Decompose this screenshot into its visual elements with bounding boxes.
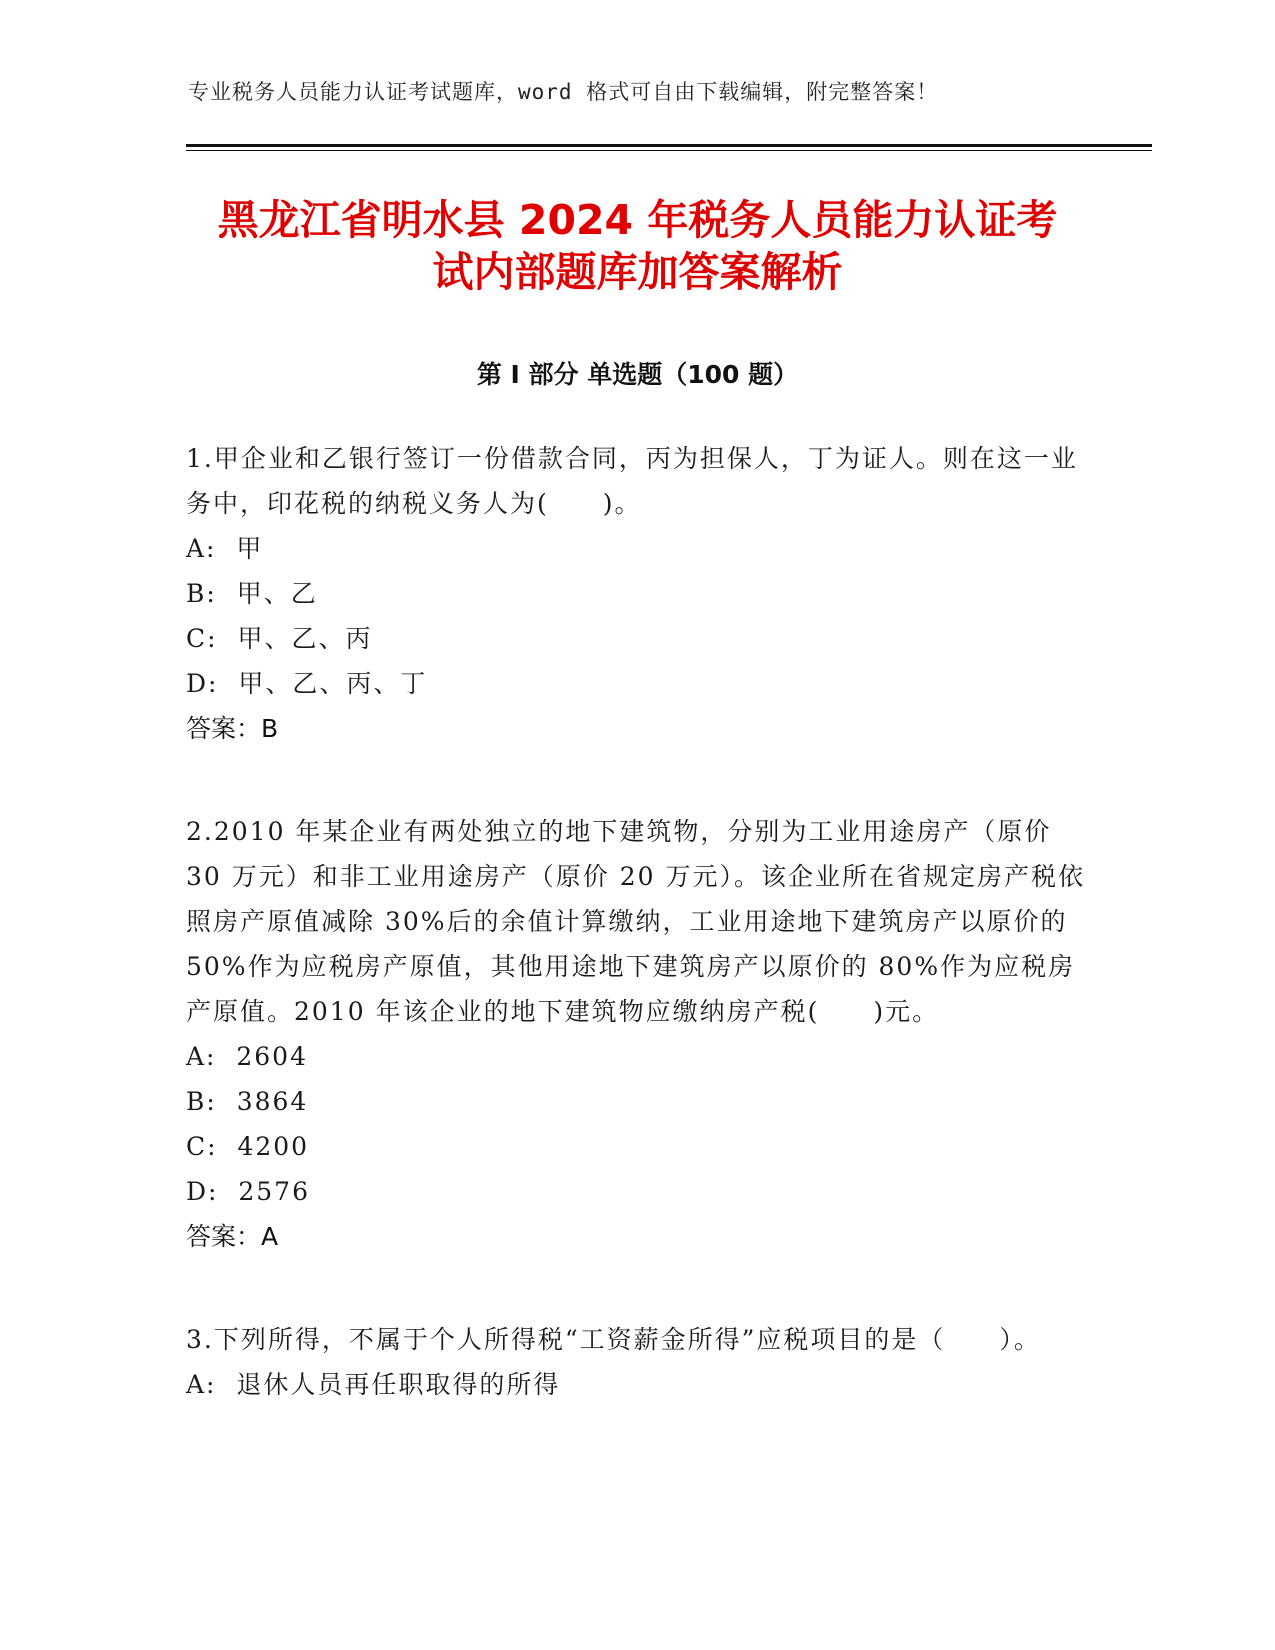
option-a: A: 2604 [186, 1042, 308, 1071]
answer-line: 答案：A [186, 1222, 279, 1251]
header-rule-thick [186, 144, 1152, 147]
document-title-line-2: 试内部题库加答案解析 [432, 248, 843, 296]
section-heading: 第 I 部分 单选题（100 题） [476, 360, 799, 389]
document-title [150, 194, 1125, 298]
option-c: C: 4200 [186, 1132, 310, 1161]
option-d: D: 甲、乙、丙、丁 [186, 669, 428, 698]
question-stem: 3.下列所得，不属于个人所得税“工资薪金所得”应税项目的是（ ）。 [186, 1325, 1041, 1354]
document-title-line-1: 黑龙江省明水县 2024 年税务人员能力认证考 [217, 196, 1058, 244]
option-b: B: 3864 [186, 1087, 309, 1116]
question-list [186, 436, 1086, 1465]
answer-line: 答案：B [186, 714, 279, 743]
question-2 [186, 809, 1086, 1259]
header-rule-thin [186, 150, 1152, 151]
option-b: B: 甲、乙 [186, 579, 318, 608]
question-1 [186, 436, 1086, 751]
question-stem: 2.2010 年某企业有两处独立的地下建筑物，分别为工业用途房产（原价 30 万元）和非工业用途房产（原价 20 万元）。该企业所在省规定房产税依照房产原值减除 30%后的余值计算缴纳，工业用途地下建筑房产以原价的 50%作为应税房产原值，其他用途地下建筑房产以原价的 80%作为应税房产原值。2010 年该企业的地下建筑物应缴纳房产税( )元。 [186, 817, 1085, 1026]
question-3 [186, 1317, 1086, 1407]
header-note: 专业税务人员能力认证考试题库，word 格式可自由下载编辑，附完整答案！ [188, 80, 939, 104]
option-d: D: 2576 [186, 1177, 310, 1206]
question-stem: 1.甲企业和乙银行签订一份借款合同，丙为担保人，丁为证人。则在这一业务中，印花税的纳税义务人为( )。 [186, 444, 1078, 518]
option-a: A: 甲 [186, 534, 264, 563]
option-a: A: 退休人员再任职取得的所得 [186, 1370, 561, 1399]
option-c: C: 甲、乙、丙 [186, 624, 373, 653]
